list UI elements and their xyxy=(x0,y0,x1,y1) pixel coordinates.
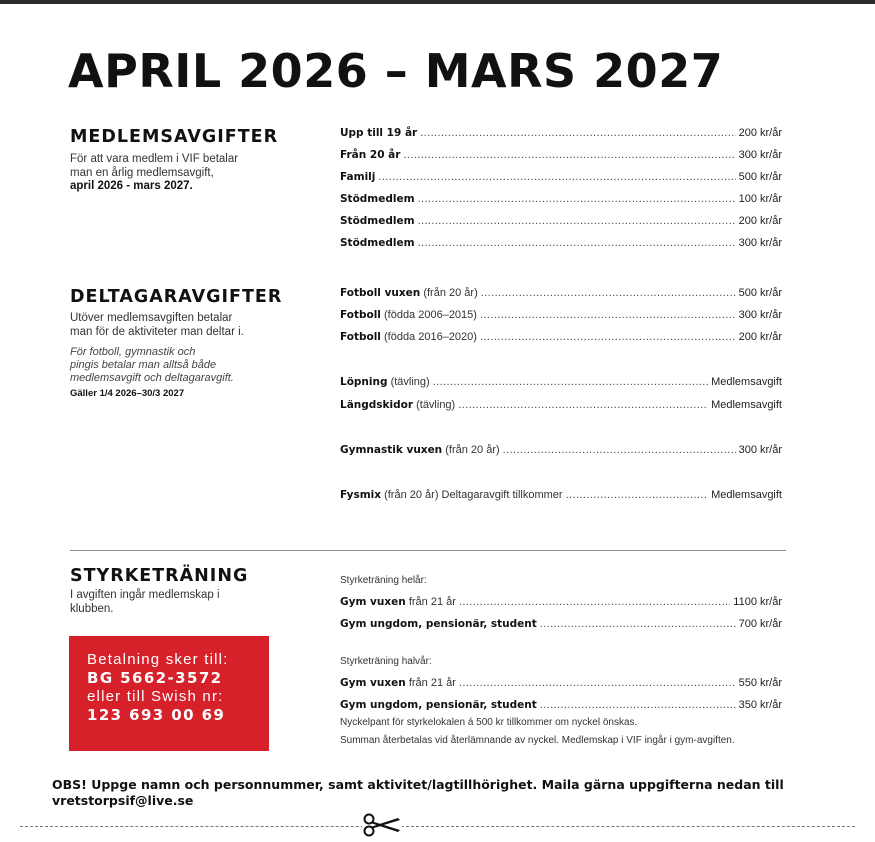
price-row: Fotboll vuxen (från 20 år) ..... 500 kr/år xyxy=(340,287,782,303)
desc-line: man en årlig medlemsavgift, xyxy=(70,166,214,179)
helar-heading: Styrketräning helår: xyxy=(340,575,427,586)
payment-intro: Betalning sker till: xyxy=(87,651,229,668)
desc-italic-line: pingis betalar man alltså både xyxy=(70,359,217,371)
obs-notice: OBS! Uppge namn och personnummer, samt aktivitet/lagtillhörighet. Maila gärna uppgifterna nedan till vretstorpsif@live.se xyxy=(52,777,784,808)
price-row: Gym vuxen från 21 år ..... 550 kr/år xyxy=(340,677,782,693)
price-row: Gym ungdom, pensionär, student ..... 700 kr/år xyxy=(340,618,782,634)
price-row: Gym ungdom, pensionär, student ..... 350 kr/år xyxy=(340,699,782,715)
desc-line: För att vara medlem i VIF betalar xyxy=(70,153,239,165)
desc-italic-line: För fotboll, gymnastik och xyxy=(70,346,196,358)
price-row: Gym vuxen från 21 år ..... 1100 kr/år xyxy=(340,596,782,612)
halvar-heading: Styrketräning halvår: xyxy=(340,656,432,667)
price-row: Familj ..... 500 kr/år xyxy=(340,171,782,187)
cut-line xyxy=(20,826,855,827)
scissors-icon xyxy=(362,813,402,837)
price-row: Stödmedlem ..... 200 kr/år xyxy=(340,215,782,231)
price-row: Fotboll (födda 2016–2020) ..... 200 kr/år xyxy=(340,331,782,347)
top-rule xyxy=(0,0,875,4)
price-row: Löpning (tävling) ..... Medlemsavgift xyxy=(340,376,782,392)
desc-line: I avgiften ingår medlemskap i xyxy=(70,589,220,601)
bankgiro-number: BG 5662-3572 xyxy=(87,669,223,687)
swish-intro: eller till Swish nr: xyxy=(87,688,224,705)
heading-styrketraning: STYRKETRÄNING xyxy=(70,566,249,586)
key-deposit-note: Nyckelpant för styrkelokalen á 500 kr tillkommer om nyckel önskas. xyxy=(340,717,638,728)
heading-deltagaravgifter: DELTAGARAVGIFTER xyxy=(70,287,283,307)
price-row: Gymnastik vuxen (från 20 år) ..... 300 kr/år xyxy=(340,444,782,460)
price-row: Från 20 år ..... 300 kr/år xyxy=(340,149,782,165)
price-row: Upp till 19 år ..... 200 kr/år xyxy=(340,127,782,143)
price-row: Fotboll (födda 2006–2015) ..... 300 kr/år xyxy=(340,309,782,325)
medlemsavgifter-description xyxy=(70,153,330,194)
valid-period: Gäller 1/4 2026–30/3 2027 xyxy=(70,388,185,399)
section-divider xyxy=(70,550,786,551)
price-row: Fysmix (från 20 år) Deltagaravgift tillkommer ..... Medlemsavgift xyxy=(340,489,782,505)
heading-medlemsavgifter: MEDLEMSAVGIFTER xyxy=(70,127,279,147)
payment-box xyxy=(69,636,269,751)
desc-line: klubben. xyxy=(70,602,114,615)
page-title: APRIL 2026 – MARS 2027 xyxy=(68,44,724,98)
desc-period: april 2026 - mars 2027. xyxy=(70,180,193,192)
desc-italic-line: medlemsavgift och deltagaravgift. xyxy=(70,372,234,384)
price-row: Stödmedlem ..... 300 kr/år xyxy=(340,237,782,253)
styrketraning-description xyxy=(70,589,330,616)
price-row: Längdskidor (tävling) ..... Medlemsavgift xyxy=(340,399,782,415)
price-row: Stödmedlem ..... 100 kr/år xyxy=(340,193,782,209)
deltagaravgifter-description xyxy=(70,312,330,401)
swish-number: 123 693 00 69 xyxy=(87,706,226,724)
desc-line: man för de aktiviteter man deltar i. xyxy=(70,325,244,338)
desc-line: Utöver medlemsavgiften betalar xyxy=(70,312,233,324)
membership-note: Summan återbetalas vid återlämnande av nyckel. Medlemskap i VIF ingår i gym-avgiften. xyxy=(340,735,735,746)
